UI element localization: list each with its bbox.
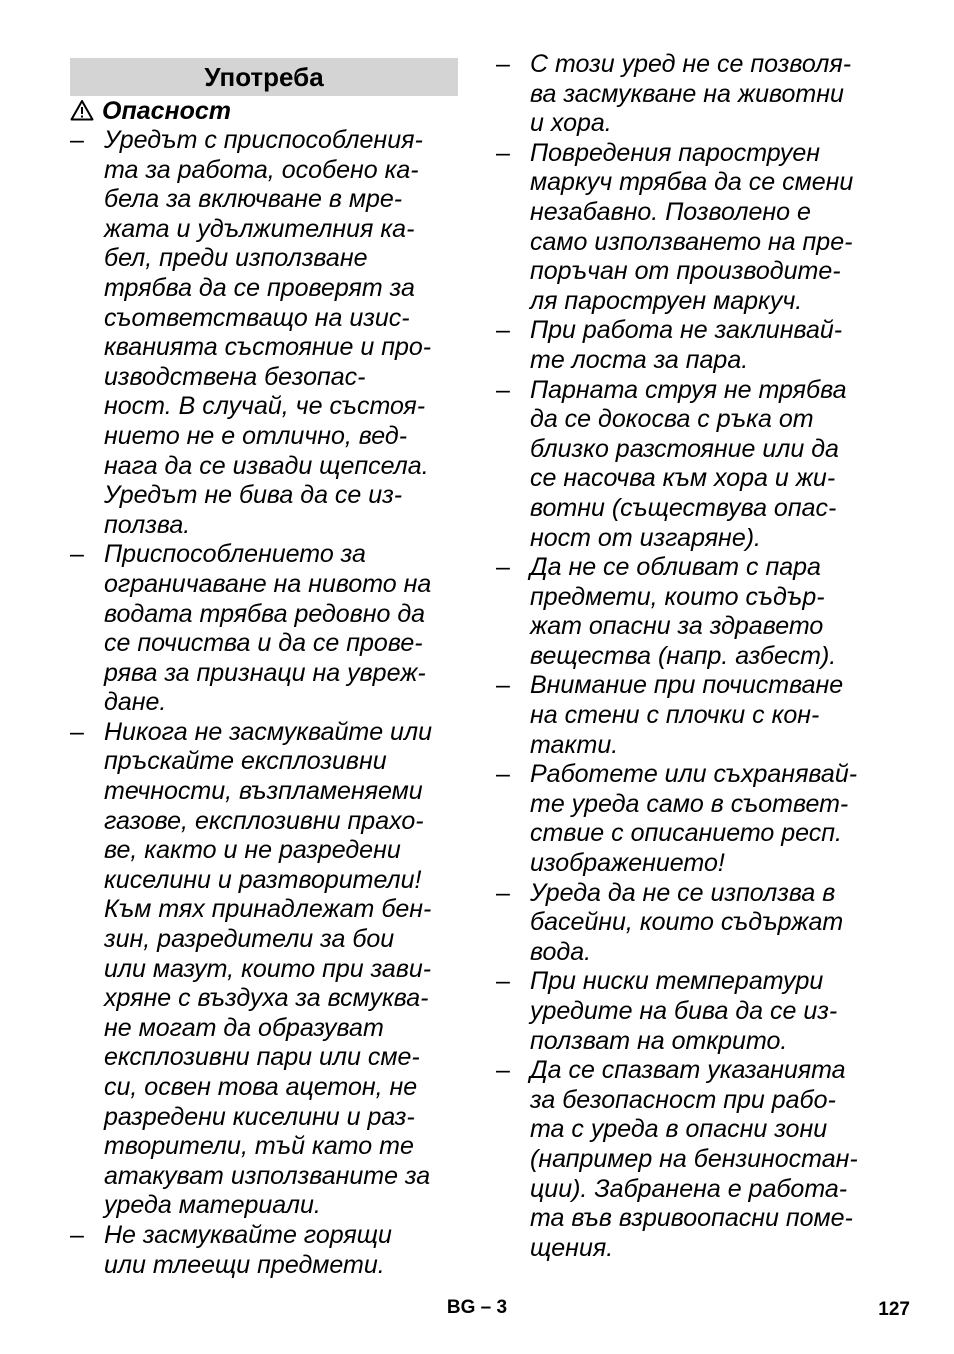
list-item bbox=[496, 553, 896, 671]
list-dash: – bbox=[70, 1220, 84, 1249]
list-item-text: Внимание при почистване на стени с плочки с кон- такти. bbox=[530, 671, 844, 759]
list-dash: – bbox=[496, 878, 510, 907]
list-dash: – bbox=[496, 1056, 510, 1085]
left-column bbox=[70, 50, 458, 1280]
list-dash: – bbox=[496, 316, 510, 345]
list-dash: – bbox=[496, 375, 510, 404]
list-item bbox=[496, 671, 896, 760]
list-item bbox=[496, 316, 896, 375]
list-dash: – bbox=[70, 126, 84, 154]
list-item bbox=[70, 126, 458, 540]
left-warning-list bbox=[70, 126, 458, 1280]
list-item-text: Уредът с приспособления- та за работа, особено ка- бела за включване в мре- жата и удължителния ка- бел, преди използване трябва да се проверят за съответстващо на изис- кванията състояние и про- изводствена безопас- ност. В случай, че състоя- нието не е отлично, вед- нага да се извади щепсела. Уредът не бива да се из- ползва. bbox=[104, 126, 432, 539]
list-item-text: Да се спазват указанията за безопасност при рабо- та с уреда в опасни зони (например на бензиностан- ции). Забранена е работа- та във взривоопасни поме- щения. bbox=[530, 1056, 858, 1262]
list-dash: – bbox=[70, 540, 84, 569]
list-dash: – bbox=[70, 717, 84, 746]
list-item-text: Да не се обливат с пара предмети, които съдър- жат опасни за здравето вещества (напр. азбест). bbox=[530, 553, 837, 670]
list-item-text: При работа не заклинвай- те лоста за пара. bbox=[530, 316, 843, 374]
right-warning-list bbox=[496, 50, 896, 1263]
list-dash: – bbox=[496, 760, 510, 789]
list-item-text: Приспособлението за ограничаване на нивото на водата трябва редовно да се почиства и да се прове- рява за признаци на увреж- дане. bbox=[104, 540, 432, 717]
list-dash: – bbox=[496, 50, 510, 78]
list-item-text: Уреда да не се използва в басейни, които съдържат вода. bbox=[530, 878, 844, 966]
page-number: 127 bbox=[878, 1299, 910, 1320]
list-dash: – bbox=[496, 553, 510, 582]
list-dash: – bbox=[496, 671, 510, 700]
danger-heading bbox=[70, 96, 458, 126]
list-item bbox=[496, 967, 896, 1056]
list-item-text: Работете или съхранявай- те уреда само в съответ- ствие с описанието респ. изображението! bbox=[530, 760, 858, 878]
list-item bbox=[70, 718, 458, 1221]
list-dash: – bbox=[496, 967, 510, 996]
list-item bbox=[496, 50, 896, 139]
footer-section-label: BG – 3 bbox=[446, 1297, 508, 1318]
section-heading: Употреба bbox=[70, 58, 458, 96]
list-dash: – bbox=[496, 138, 510, 167]
list-item bbox=[496, 760, 896, 878]
list-item bbox=[70, 1221, 458, 1280]
list-item-text: Не засмуквайте горящи или тлеещи предмети. bbox=[104, 1220, 392, 1279]
list-item-text: Повредения пароструен маркуч трябва да се смени незабавно. Позволено е само използването на пре- поръчан от производите- ля пароструен маркуч. bbox=[530, 138, 854, 315]
list-item bbox=[496, 1056, 896, 1263]
list-item-text: С този уред не се позволя- ва засмукване на животни и хора. bbox=[530, 50, 852, 138]
list-item bbox=[496, 879, 896, 968]
list-item-text: Никога не засмуквайте или пръскайте експлозивни течности, възпламеняеми газове, експлозивни прахо- ве, както и не разредени киселини и разтворители! Към тях принадлежат бен- зин, разредители за бои или мазут, които при зави- хряне с въздуха за всмуква- не могат да образуват експлозивни пари или сме- си, освен това ацетон, не разредени киселини и раз- творители, тъй като те атакуват използваните за уреда материали. bbox=[104, 717, 432, 1220]
list-item-text: Парната струя не трябва да се докосва с ръка от близко разстояние или да се насочва към хора и жи- вотни (съществува опас- ност от изгаряне). bbox=[530, 375, 847, 552]
right-column bbox=[496, 50, 896, 1263]
list-item bbox=[496, 139, 896, 317]
warning-triangle-icon bbox=[70, 96, 102, 126]
danger-label: Опасност bbox=[102, 97, 232, 125]
list-item bbox=[70, 540, 458, 718]
list-item-text: При ниски температури уредите на бива да се из- ползват на открито. bbox=[530, 967, 838, 1055]
list-item bbox=[496, 376, 896, 554]
